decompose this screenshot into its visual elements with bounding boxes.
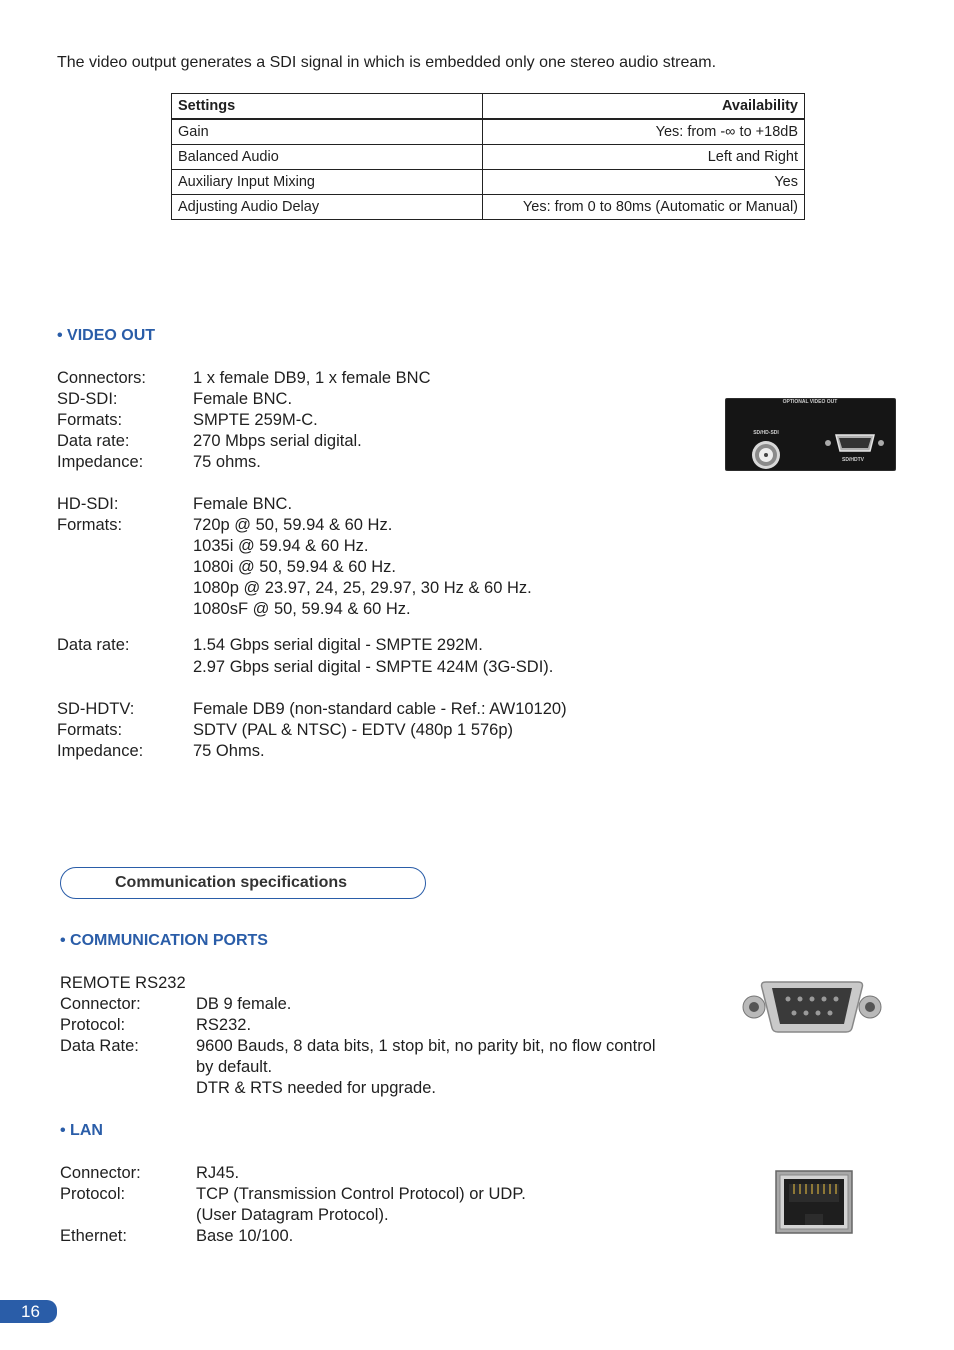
spec-value: RJ45. (196, 1164, 240, 1182)
spec-row (57, 741, 567, 762)
spec-value: 1 x female DB9, 1 x female BNC (193, 369, 431, 387)
spec-row (60, 1205, 526, 1226)
spec-label: Data rate: (57, 636, 130, 654)
intro-text: The video output generates a SDI signal in which is embedded only one stereo audio stream. (57, 54, 717, 71)
spec-row (57, 599, 532, 620)
spec-row (57, 410, 431, 431)
spec-row (57, 557, 532, 578)
db9-port-image (738, 978, 886, 1036)
spec-label: SD-HDTV: (57, 700, 135, 718)
spec-label (57, 578, 193, 599)
spec-label: Connectors: (57, 369, 146, 387)
bnc-connector-icon (752, 441, 780, 469)
lan-spec-block (60, 1163, 526, 1247)
table-cell: Balanced Audio (172, 145, 483, 170)
table-row (172, 170, 805, 195)
optional-video-out-panel-image (725, 398, 896, 471)
spec-value: 9600 Bauds, 8 data bits, 1 stop bit, no parity bit, no flow control (196, 1037, 656, 1055)
spec-row (57, 368, 431, 389)
spec-label: Formats: (57, 411, 123, 429)
lan-heading: • LAN (60, 1122, 103, 1139)
spec-row (60, 1015, 656, 1036)
page-number: 16 (0, 1300, 57, 1323)
spec-label: Connector: (60, 995, 141, 1013)
spec-label: Protocol: (60, 1016, 126, 1034)
spec-row (60, 1163, 526, 1184)
spec-value: 1035i @ 59.94 & 60 Hz. (193, 537, 369, 555)
table-cell: Yes: from -∞ to +18dB (483, 119, 805, 145)
table-row (172, 119, 805, 145)
column-header-availability: Availability (483, 94, 805, 120)
spec-row (57, 656, 553, 678)
spec-row (57, 720, 567, 741)
spec-value: 1.54 Gbps serial digital - SMPTE 292M. (193, 636, 483, 654)
spec-label: Formats: (57, 516, 123, 534)
spec-value: Female DB9 (non-standard cable - Ref.: AW10120) (193, 700, 567, 718)
spec-label: Data Rate: (60, 1037, 139, 1055)
spec-label (57, 557, 193, 578)
panel-bnc-label: SD/HD-SDI (753, 430, 779, 436)
spec-label: Connector: (60, 1164, 141, 1182)
spec-row (57, 536, 532, 557)
db9-female-connector-icon (743, 982, 881, 1032)
spec-row (60, 994, 656, 1015)
spec-value: DTR & RTS needed for upgrade. (196, 1079, 436, 1097)
spec-label (57, 599, 193, 620)
communication-ports-heading: • COMMUNICATION PORTS (60, 932, 268, 949)
spec-label: SD-SDI: (57, 390, 118, 408)
spec-row (57, 494, 532, 515)
spec-value: SDTV (PAL & NTSC) - EDTV (480p 1 576p) (193, 721, 514, 739)
spec-row (57, 389, 431, 410)
spec-row (57, 431, 431, 452)
spec-label: Protocol: (60, 1185, 126, 1203)
spec-value: DB 9 female. (196, 995, 292, 1013)
table-cell: Yes: from 0 to 80ms (Automatic or Manual) (483, 195, 805, 220)
spec-value: Female BNC. (193, 390, 293, 408)
spec-value: Female BNC. (193, 495, 293, 513)
spec-label: Impedance: (57, 742, 144, 760)
table-cell: Adjusting Audio Delay (172, 195, 483, 220)
spec-label (60, 1057, 196, 1078)
rs232-title: REMOTE RS232 (60, 974, 186, 992)
spec-value: (User Datagram Protocol). (196, 1206, 389, 1224)
spec-value: 720p @ 50, 59.94 & 60 Hz. (193, 516, 393, 534)
table-row (172, 145, 805, 170)
spec-value: TCP (Transmission Control Protocol) or UDP. (196, 1185, 526, 1203)
spec-label (57, 536, 193, 557)
spec-value: by default. (196, 1058, 273, 1076)
spec-label: Formats: (57, 721, 123, 739)
spec-row (60, 1078, 656, 1099)
table-row (172, 195, 805, 220)
communication-specifications-label: Communication specifications (60, 867, 426, 899)
spec-value: 270 Mbps serial digital. (193, 432, 362, 450)
spec-label: HD-SDI: (57, 495, 119, 513)
video-out-block-hd (57, 494, 532, 620)
spec-row (60, 1226, 526, 1247)
spec-value: 75 ohms. (193, 453, 261, 471)
table-cell: Left and Right (483, 145, 805, 170)
video-out-block-sd (57, 368, 431, 473)
table-cell: Gain (172, 119, 483, 145)
spec-row (57, 634, 553, 656)
spec-value: 1080i @ 50, 59.94 & 60 Hz. (193, 558, 396, 576)
spec-label (60, 1205, 196, 1226)
table-cell: Auxiliary Input Mixing (172, 170, 483, 195)
video-out-block-sdhdtv (57, 699, 567, 762)
spec-label (60, 1078, 196, 1099)
spec-value: 1080sF @ 50, 59.94 & 60 Hz. (193, 600, 411, 618)
spec-row (60, 1057, 656, 1078)
spec-value: RS232. (196, 1016, 252, 1034)
spec-label: Ethernet: (60, 1227, 127, 1245)
spec-value: 2.97 Gbps serial digital - SMPTE 424M (3G-SDI). (193, 658, 554, 676)
column-header-settings: Settings (172, 94, 483, 120)
spec-row (57, 578, 532, 599)
audio-settings-table (171, 93, 805, 220)
spec-value: Base 10/100. (196, 1227, 294, 1245)
spec-value: 1080p @ 23.97, 24, 25, 29.97, 30 Hz & 60 Hz. (193, 579, 532, 597)
spec-row (60, 1036, 656, 1057)
spec-label (57, 656, 193, 678)
video-out-heading: • VIDEO OUT (57, 327, 156, 344)
spec-value: 75 Ohms. (193, 742, 265, 760)
table-cell: Yes (483, 170, 805, 195)
panel-db9-label: SD/HDTV (842, 457, 864, 463)
panel-title-label: OPTIONAL VIDEO OUT (782, 399, 838, 405)
rj45-port-image (775, 1170, 853, 1234)
rj45-connector-icon (776, 1171, 852, 1233)
spec-value: SMPTE 259M-C. (193, 411, 318, 429)
spec-label: Data rate: (57, 432, 130, 450)
table-header-row (172, 94, 805, 120)
spec-row (57, 515, 532, 536)
spec-label: Impedance: (57, 453, 144, 471)
spec-row (60, 1184, 526, 1205)
spec-row (57, 699, 567, 720)
rs232-spec-block (60, 994, 656, 1099)
video-out-block-datarate (57, 634, 553, 678)
spec-row (57, 452, 431, 473)
